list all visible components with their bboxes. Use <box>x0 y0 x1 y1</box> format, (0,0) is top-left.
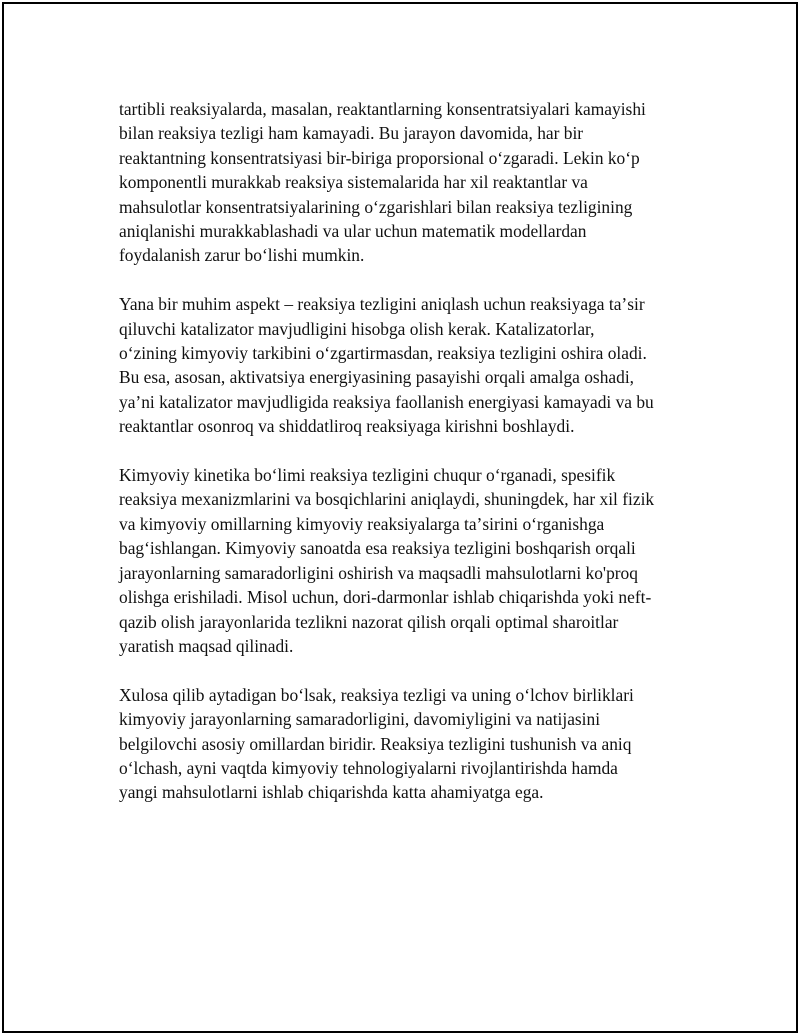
text-line: Kimyoviy kinetika boʻlimi reaksiya tezligini chuqur oʻrganadi, spesifik <box>119 465 616 486</box>
text-line: oʻlchash, ayni vaqtda kimyoviy tehnologiyalarni rivojlantirishda hamda <box>119 757 618 778</box>
text-line: va kimyoviy omillarning kimyoviy reaksiyalarga taʼsirini oʻrganishga <box>119 513 605 534</box>
text-line: aniqlanishi murakkablashadi va ular uchun matematik modellardan <box>119 221 587 242</box>
text-line: foydalanish zarur boʻlishi mumkin. <box>119 245 365 266</box>
text-line: reaksiya mexanizmlarini va bosqichlarini aniqlaydi, shuningdek, har xil fizik <box>119 489 655 510</box>
text-line: qiluvchi katalizator mavjudligini hisobga olish kerak. Katalizatorlar, <box>119 318 595 339</box>
text-line: yaratish maqsad qilinadi. <box>119 635 294 656</box>
paragraph-3 <box>119 463 699 658</box>
text-line: jarayonlarning samaradorligini oshirish va maqsadli mahsulotlarni ko'proq <box>119 562 638 583</box>
text-line: komponentli murakkab reaksiya sistemalarida har xil reaktantlar va <box>119 172 588 193</box>
text-line: mahsulotlar konsentratsiyalarining oʻzgarishlari bilan reaksiya tezligining <box>119 196 633 217</box>
text-line: oʻzining kimyoviy tarkibini oʻzgartirmasdan, reaksiya tezligini oshira oladi. <box>119 343 647 364</box>
text-line: kimyoviy jarayonlarning samaradorligini, davomiyligini va natijasini <box>119 709 601 730</box>
text-line: qazib olish jarayonlarida tezlikni nazorat qilish orqali optimal sharoitlar <box>119 611 619 632</box>
text-line: tartibli reaksiyalarda, masalan, reaktantlarning konsentratsiyalari kamayishi <box>119 99 646 119</box>
text-line: yaʼni katalizator mavjudligida reaksiya faollanish energiyasi kamayadi va bu <box>119 391 654 412</box>
text-line: olishga erishiladi. Misol uchun, dori-darmonlar ishlab chiqarishda yoki neft- <box>119 587 652 608</box>
text-line: Bu esa, asosan, aktivatsiya energiyasining pasayishi orqali amalga oshadi, <box>119 367 634 388</box>
text-line: reaktantlar osonroq va shiddatliroq reaksiyaga kirishni boshlaydi. <box>119 416 575 437</box>
text-line: reaktantning konsentratsiyasi bir-biriga proporsional oʻzgaradi. Lekin koʻp <box>119 147 640 168</box>
paragraph-1 <box>119 97 699 268</box>
text-line: Xulosa qilib aytadigan boʻlsak, reaksiya tezligi va uning oʻlchov birliklari <box>119 684 634 705</box>
paragraph-4 <box>119 683 699 805</box>
text-line: yangi mahsulotlarni ishlab chiqarishda katta ahamiyatga ega. <box>119 782 544 803</box>
text-line: Yana bir muhim aspekt – reaksiya tezligini aniqlash uchun reaksiyaga taʼsir <box>119 294 645 315</box>
document-page <box>2 2 798 1033</box>
paragraph-2 <box>119 292 699 438</box>
document-body <box>119 97 699 829</box>
text-line: bilan reaksiya tezligi ham kamayadi. Bu jarayon davomida, har bir <box>119 123 584 144</box>
text-line: bagʻishlangan. Kimyoviy sanoatda esa reaksiya tezligini boshqarish orqali <box>119 538 636 559</box>
text-line: belgilovchi asosiy omillardan biridir. Reaksiya tezligini tushunish va aniq <box>119 733 632 754</box>
